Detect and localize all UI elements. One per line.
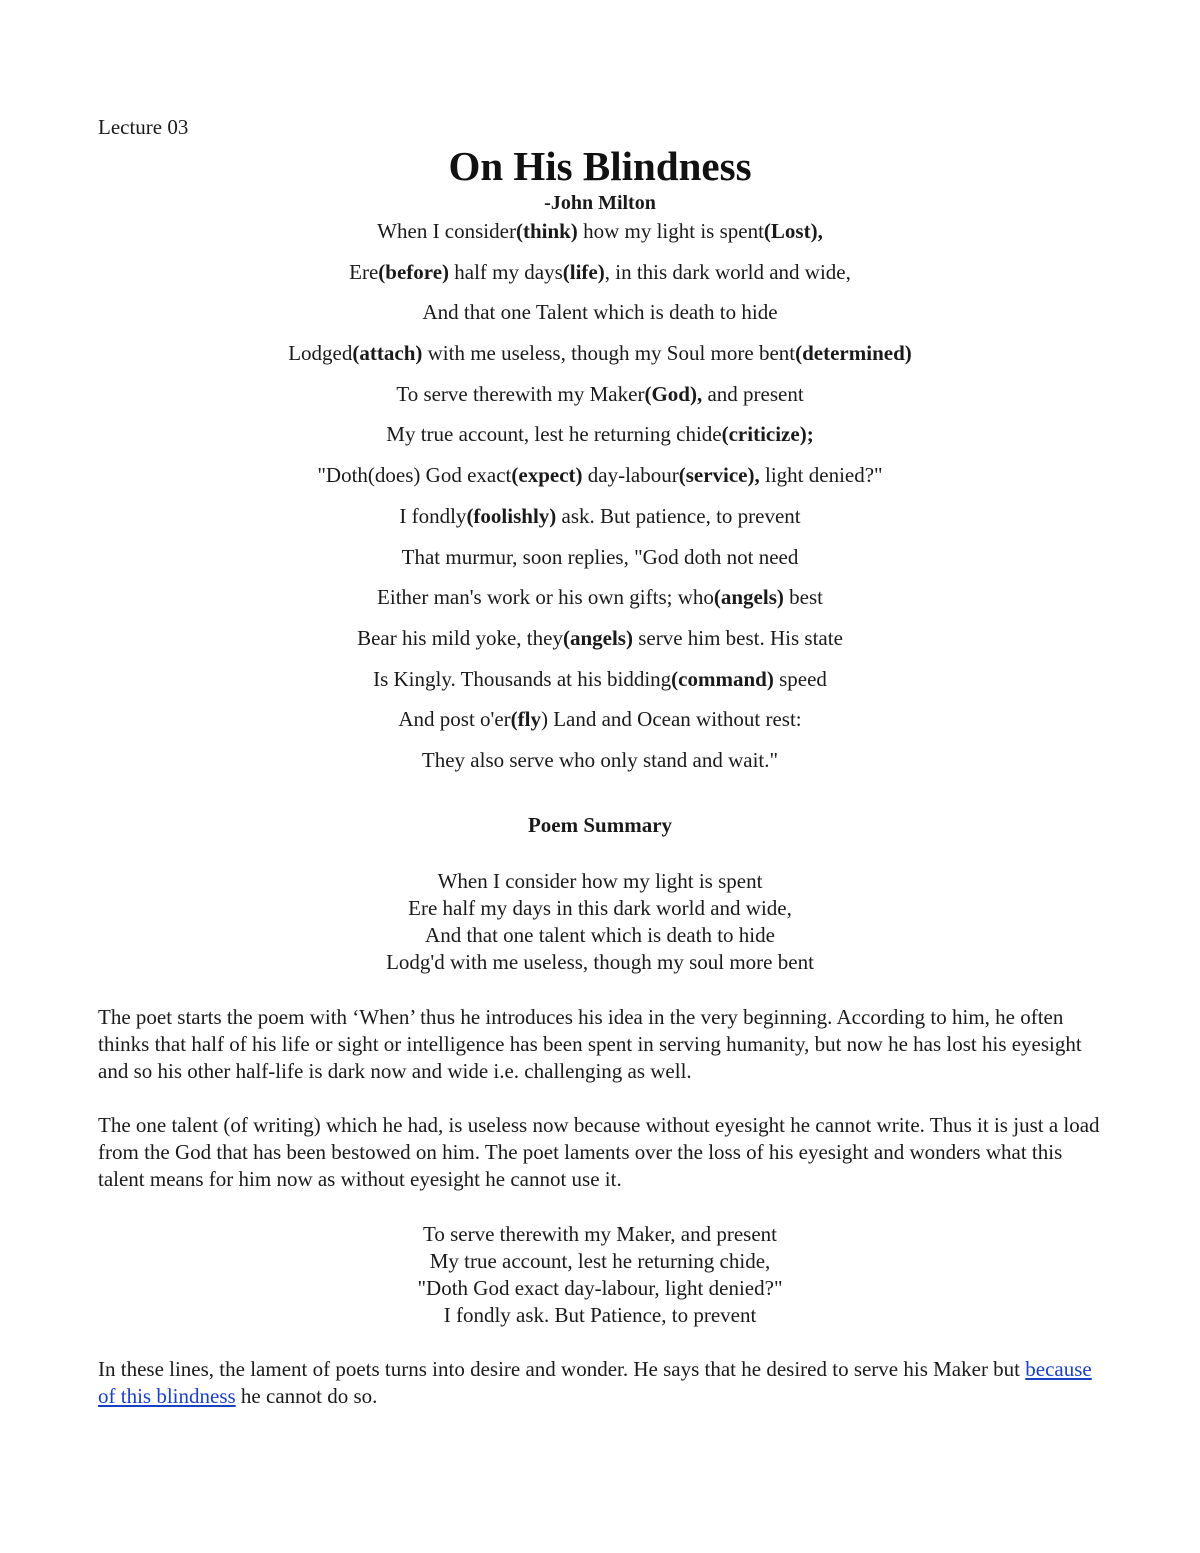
paragraph-text: he cannot do so. [235, 1384, 378, 1408]
poem-line [0, 665, 1200, 706]
poem-line [0, 339, 1200, 380]
page-title: On His Blindness [448, 143, 752, 189]
stanza-line: To serve therewith my Maker, and present [423, 1222, 777, 1246]
paragraph-text: In these lines, the lament of poets turns into desire and wonder. He says that he desired to serve his Maker but [98, 1357, 1026, 1381]
poem-text: My true account, lest he returning chide [386, 422, 722, 447]
poem-gloss: (command) [671, 666, 774, 691]
blindness-link[interactable]: because of this blindness [98, 1357, 1092, 1408]
poem-text: Bear his mild yoke, they [357, 625, 563, 650]
poem-text: day-labour [582, 463, 679, 488]
poem-text: Either man's work or his own gifts; who [377, 585, 714, 610]
poem-gloss: (angels) [562, 625, 633, 650]
summary-paragraph-3 [98, 1356, 1108, 1410]
poem-text: , in this dark world and wide, [604, 259, 851, 284]
poem-text: half my days [449, 259, 563, 284]
poem-line [0, 258, 1200, 299]
poem-text: To serve therewith my Maker [396, 381, 645, 406]
poem-text: how my light is spent [577, 219, 764, 243]
poem-gloss: (determined) [795, 341, 912, 366]
poem-text: speed [773, 666, 827, 691]
poem-text: "Doth(does) God exact [317, 463, 512, 488]
poem-line [0, 624, 1200, 665]
poem-gloss: (Lost), [763, 219, 823, 243]
poem-text: and present [702, 381, 804, 406]
poem-line [0, 543, 1200, 584]
stanza-line: And that one talent which is death to hide [425, 923, 775, 947]
poem-line [0, 217, 1200, 258]
poem-line [0, 380, 1200, 421]
stanza-line: Ere half my days in this dark world and wide, [408, 896, 792, 920]
stanza-line: Lodg'd with me useless, though my soul more bent [386, 950, 814, 974]
poem-gloss: (angels) [713, 585, 784, 610]
poem-gloss: (expect) [511, 463, 583, 488]
stanza-line: When I consider how my light is spent [437, 869, 763, 893]
poem-text: When I consider [377, 219, 516, 243]
poem-gloss: (before) [378, 259, 450, 284]
poem-text: I fondly [399, 503, 467, 528]
poem-text: Ere [349, 259, 379, 284]
lecture-label: Lecture 03 [98, 115, 189, 139]
summary-paragraph-1: The poet starts the poem with ‘When’ thus he introduces his idea in the very beginning. According to him, he often thinks that half of his life or sight or intelligence has been spent in serving humanity, but now he has lost his eyesight and so his other half-life is dark now and wide i.e. challenging as well. [98, 1005, 1082, 1083]
poem-gloss: (life) [562, 259, 605, 284]
stanza-line: I fondly ask. But Patience, to prevent [443, 1303, 757, 1327]
poem-text: ask. But patience, to prevent [556, 503, 801, 528]
poem-line [0, 420, 1200, 461]
poem-text: Lodged [288, 341, 353, 366]
poem-line [0, 746, 1200, 787]
summary-heading: Poem Summary [527, 813, 673, 837]
poem-gloss: (think) [515, 219, 578, 243]
poem-gloss: (criticize); [721, 422, 814, 447]
poem-gloss: (service), [678, 463, 760, 488]
poem-line [0, 461, 1200, 502]
poem-gloss: (attach) [352, 341, 423, 366]
poem-text: Is Kingly. Thousands at his bidding [373, 666, 672, 691]
poem-line [0, 583, 1200, 624]
poem-gloss: (fly [510, 707, 541, 732]
poem-text: ) Land and Ocean without rest: [540, 707, 802, 732]
poem-text: And post o'er [398, 707, 511, 732]
poem-line [0, 705, 1200, 746]
poem-text: light denied?" [759, 463, 883, 488]
stanza-line: My true account, lest he returning chide, [429, 1249, 771, 1273]
poem-line [0, 298, 1200, 339]
poem-text: They also serve who only stand and wait." [421, 747, 779, 772]
summary-stanza-2 [0, 1221, 1200, 1329]
summary-stanza-1 [0, 868, 1200, 976]
poem-gloss: (God), [644, 381, 703, 406]
annotated-poem [0, 217, 1200, 787]
poem-line [0, 502, 1200, 543]
stanza-line: "Doth God exact day-labour, light denied?" [417, 1276, 783, 1300]
poem-gloss: (foolishly) [466, 503, 557, 528]
summary-paragraph-2: The one talent (of writing) which he had, is useless now because without eyesight he cannot write. Thus it is just a load from the God that has been bestowed on him. The poet laments over the loss of his eyesight and wonders what this talent means for him now as without eyesight he cannot use it. [98, 1113, 1100, 1191]
poem-text: That murmur, soon replies, "God doth not need [401, 544, 799, 569]
author-line: -John Milton [544, 192, 656, 214]
poem-text: best [783, 585, 823, 610]
poem-text: serve him best. His state [632, 625, 843, 650]
poem-text: with me useless, though my Soul more bent [422, 341, 796, 366]
poem-text: And that one Talent which is death to hide [422, 300, 778, 325]
